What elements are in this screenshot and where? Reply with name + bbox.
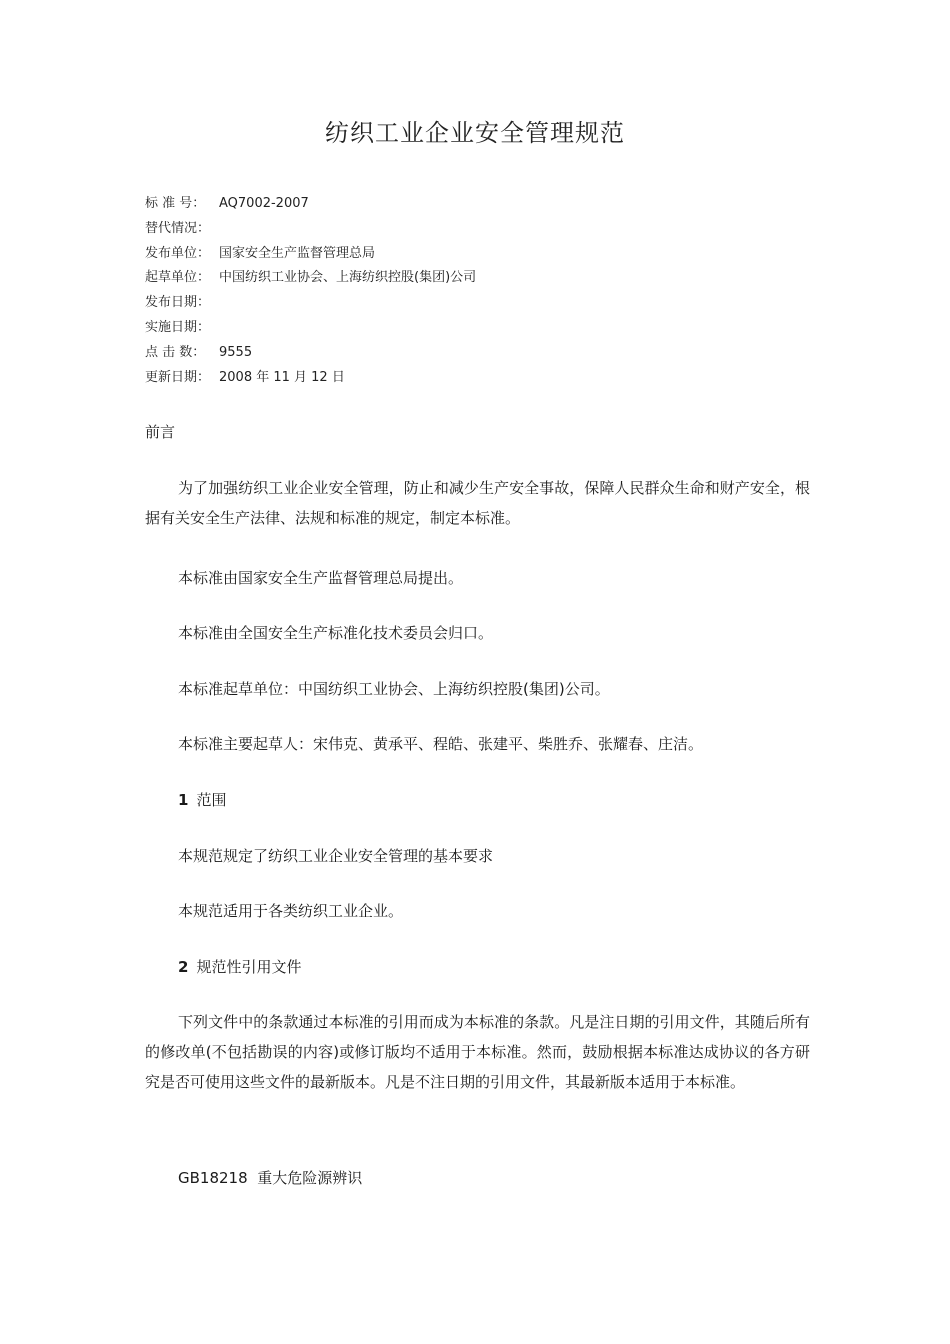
meta-label: 点 击 数： (145, 344, 206, 360)
section-title: 范围 (196, 791, 227, 809)
reference-code: GB18218 (178, 1169, 248, 1187)
meta-row-publish-date (145, 291, 476, 316)
meta-row-publisher (145, 242, 476, 267)
meta-label: 更新日期： (145, 369, 211, 385)
meta-value: 中国纺织工业协会、上海纺织控股(集团)公司 (219, 270, 477, 286)
section-heading-references (178, 952, 818, 982)
reference-item (178, 1163, 818, 1193)
meta-row-effective-date (145, 316, 476, 341)
meta-label: 实施日期： (145, 319, 211, 335)
section-number: 1 (178, 791, 189, 809)
document-title: 纺织工业企业安全管理规范 (325, 119, 625, 147)
meta-label: 替代情况： (145, 220, 211, 236)
meta-row-update-date (145, 366, 476, 391)
meta-value: 国家安全生产监督管理总局 (219, 245, 376, 261)
reference-title: 重大危险源辨识 (257, 1169, 363, 1187)
meta-label: 起草单位： (145, 270, 211, 286)
meta-label: 发布日期： (145, 295, 211, 311)
meta-label: 标 准 号： (145, 196, 206, 211)
meta-row-click-count (145, 341, 476, 366)
meta-value: 2008 年 11 月 12 日 (219, 369, 345, 385)
meta-value: 9555 (219, 344, 253, 360)
scope-paragraph: 本规范规定了纺织工业企业安全管理的基本要求 (178, 847, 494, 865)
preface-paragraph: 本标准由全国安全生产标准化技术委员会归口。 (178, 624, 494, 642)
section-number: 2 (178, 958, 189, 976)
meta-label: 发布单位： (145, 245, 211, 261)
preface-paragraph: 本标准由国家安全生产监督管理总局提出。 (178, 569, 464, 587)
section-heading-scope (178, 785, 818, 815)
meta-row-standard-number (145, 192, 476, 217)
meta-value: AQ7002-2007 (219, 196, 309, 211)
meta-row-drafter (145, 266, 476, 291)
section-title: 规范性引用文件 (196, 958, 302, 976)
metadata-block (145, 192, 476, 390)
meta-row-replacement (145, 217, 476, 242)
preface-paragraph: 本标准起草单位：中国纺织工业协会、上海纺织控股(集团)公司。 (178, 680, 610, 698)
preface-heading: 前言 (145, 423, 176, 441)
preface-paragraph: 为了加强纺织工业企业安全管理，防止和减少生产安全事故，保障人民群众生命和财产安全，根据有关安全生产法律、法规和标准的规定，制定本标准。 (145, 479, 810, 527)
scope-paragraph: 本规范适用于各类纺织工业企业。 (178, 902, 404, 920)
references-paragraph: 下列文件中的条款通过本标准的引用而成为本标准的条款。凡是注日期的引用文件，其随后所有的修改单(不包括勘误的内容)或修订版均不适用于本标准。然而，鼓励根据本标准达成协议的各方研究是否可使用这些文件的最新版本。凡是不注日期的引用文件，其最新版本适用于本标准。 (145, 1013, 810, 1091)
preface-paragraph: 本标准主要起草人：宋伟克、黄承平、程皓、张建平、柴胜乔、张耀春、庄洁。 (178, 735, 704, 753)
